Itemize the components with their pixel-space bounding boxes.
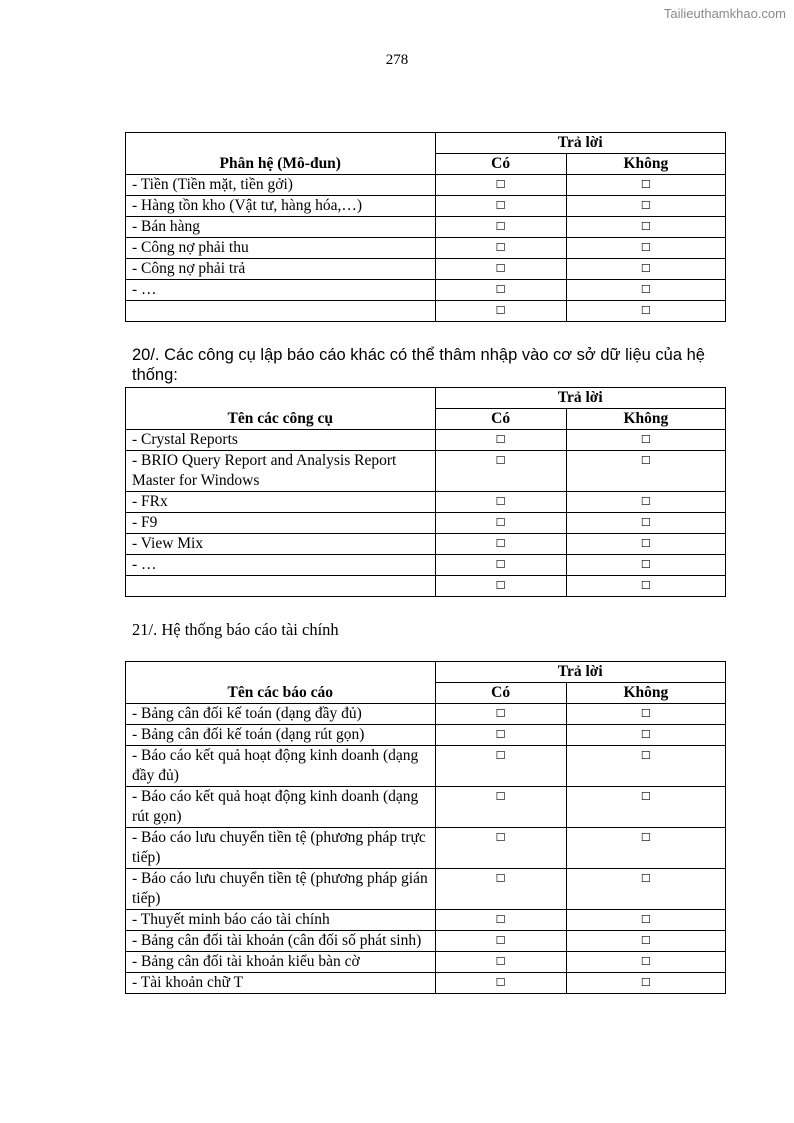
report-no-checkbox[interactable]: ☐: [566, 828, 725, 869]
tool-row-label: - FRx: [126, 492, 436, 513]
modules-header-yes: Có: [435, 154, 566, 175]
section-21-heading: 21/. Hệ thống báo cáo tài chính: [132, 620, 339, 639]
report-yes-checkbox[interactable]: ☐: [435, 973, 566, 994]
reports-header-no: Không: [566, 683, 725, 704]
tools-header-answer: Trả lời: [435, 388, 726, 409]
report-row-label: - Bảng cân đối kế toán (dạng rút gọn): [126, 725, 436, 746]
tool-no-checkbox[interactable]: ☐: [566, 555, 725, 576]
module-no-checkbox[interactable]: ☐: [566, 196, 725, 217]
report-row: [126, 869, 726, 910]
tool-row-label: - F9: [126, 513, 436, 534]
report-row-label: - Báo cáo lưu chuyển tiền tệ (phương pháp trực tiếp): [126, 828, 436, 869]
tool-yes-checkbox[interactable]: ☐: [435, 576, 566, 597]
module-yes-checkbox[interactable]: ☐: [435, 175, 566, 196]
reports-header-name: Tên các báo cáo: [126, 662, 436, 704]
module-yes-checkbox[interactable]: ☐: [435, 217, 566, 238]
report-row: [126, 828, 726, 869]
report-row: [126, 910, 726, 931]
reports-header-answer: Trả lời: [435, 662, 726, 683]
module-yes-checkbox[interactable]: ☐: [435, 238, 566, 259]
tool-no-checkbox[interactable]: ☐: [566, 492, 725, 513]
modules-header-name: Phân hệ (Mô-đun): [126, 133, 436, 175]
report-row: [126, 746, 726, 787]
tool-no-checkbox[interactable]: ☐: [566, 430, 725, 451]
module-row-label: - Công nợ phải thu: [126, 238, 436, 259]
tool-row: [126, 513, 726, 534]
report-row-label: - Bảng cân đối tài khoản (cân đối số phát sinh): [126, 931, 436, 952]
report-row-label: - Tài khoản chữ T: [126, 973, 436, 994]
module-row-label: - Công nợ phải trả: [126, 259, 436, 280]
module-row: [126, 280, 726, 301]
tool-no-checkbox[interactable]: ☐: [566, 576, 725, 597]
module-row: [126, 259, 726, 280]
report-yes-checkbox[interactable]: ☐: [435, 869, 566, 910]
reports-header-yes: Có: [435, 683, 566, 704]
report-row: [126, 952, 726, 973]
report-no-checkbox[interactable]: ☐: [566, 869, 725, 910]
report-yes-checkbox[interactable]: ☐: [435, 704, 566, 725]
report-row-label: - Bảng cân đối tài khoản kiểu bàn cờ: [126, 952, 436, 973]
module-row: [126, 175, 726, 196]
module-no-checkbox[interactable]: ☐: [566, 280, 725, 301]
tool-row: [126, 576, 726, 597]
report-no-checkbox[interactable]: ☐: [566, 704, 725, 725]
modules-header-no: Không: [566, 154, 725, 175]
report-yes-checkbox[interactable]: ☐: [435, 931, 566, 952]
module-row: [126, 196, 726, 217]
tool-yes-checkbox[interactable]: ☐: [435, 555, 566, 576]
modules-table: [125, 132, 726, 322]
module-no-checkbox[interactable]: ☐: [566, 238, 725, 259]
tool-row: [126, 492, 726, 513]
module-row-label: - Bán hàng: [126, 217, 436, 238]
module-yes-checkbox[interactable]: ☐: [435, 301, 566, 322]
section-20-heading-line2: thống:: [132, 366, 178, 384]
report-row-label: - Báo cáo kết quả hoạt động kinh doanh (dạng rút gọn): [126, 787, 436, 828]
report-row: [126, 973, 726, 994]
modules-header-answer: Trả lời: [435, 133, 726, 154]
tools-header-yes: Có: [435, 409, 566, 430]
section-20-heading-line1: 20/. Các công cụ lập báo cáo khác có thể thâm nhập vào cơ sở dữ liệu của hệ: [132, 346, 705, 364]
tool-row: [126, 555, 726, 576]
report-row: [126, 931, 726, 952]
tool-no-checkbox[interactable]: ☐: [566, 534, 725, 555]
report-yes-checkbox[interactable]: ☐: [435, 746, 566, 787]
tool-row-label: - BRIO Query Report and Analysis Report Master for Windows: [126, 451, 436, 492]
tool-yes-checkbox[interactable]: ☐: [435, 451, 566, 492]
tool-row-label: - Crystal Reports: [126, 430, 436, 451]
section-20-heading: [132, 345, 705, 385]
report-row-label: - Bảng cân đối kế toán (dạng đầy đủ): [126, 704, 436, 725]
tool-row: [126, 430, 726, 451]
module-row-label: - Tiền (Tiền mặt, tiền gởi): [126, 175, 436, 196]
tool-row-label: [126, 576, 436, 597]
report-row-label: - Thuyết minh báo cáo tài chính: [126, 910, 436, 931]
page-number: 278: [385, 52, 409, 68]
report-no-checkbox[interactable]: ☐: [566, 931, 725, 952]
tool-row: [126, 451, 726, 492]
tool-yes-checkbox[interactable]: ☐: [435, 534, 566, 555]
report-no-checkbox[interactable]: ☐: [566, 787, 725, 828]
module-no-checkbox[interactable]: ☐: [566, 175, 725, 196]
module-row: [126, 217, 726, 238]
tool-row: [126, 534, 726, 555]
report-yes-checkbox[interactable]: ☐: [435, 787, 566, 828]
report-no-checkbox[interactable]: ☐: [566, 746, 725, 787]
tools-header-no: Không: [566, 409, 725, 430]
module-no-checkbox[interactable]: ☐: [566, 217, 725, 238]
report-no-checkbox[interactable]: ☐: [566, 973, 725, 994]
module-row-label: [126, 301, 436, 322]
watermark: Tailieuthamkhao.com: [663, 6, 786, 21]
report-yes-checkbox[interactable]: ☐: [435, 725, 566, 746]
report-no-checkbox[interactable]: ☐: [566, 910, 725, 931]
report-yes-checkbox[interactable]: ☐: [435, 910, 566, 931]
module-row: [126, 301, 726, 322]
tools-header-name: Tên các công cụ: [126, 388, 436, 430]
module-no-checkbox[interactable]: ☐: [566, 259, 725, 280]
reports-table: [125, 661, 726, 994]
report-row: [126, 704, 726, 725]
tool-row-label: - View Mix: [126, 534, 436, 555]
report-yes-checkbox[interactable]: ☐: [435, 828, 566, 869]
tools-table: [125, 387, 726, 597]
report-row: [126, 787, 726, 828]
module-yes-checkbox[interactable]: ☐: [435, 280, 566, 301]
report-no-checkbox[interactable]: ☐: [566, 725, 725, 746]
tool-no-checkbox[interactable]: ☐: [566, 451, 725, 492]
tool-yes-checkbox[interactable]: ☐: [435, 513, 566, 534]
module-no-checkbox[interactable]: ☐: [566, 301, 725, 322]
module-row: [126, 238, 726, 259]
module-yes-checkbox[interactable]: ☐: [435, 196, 566, 217]
tool-row-label: - …: [126, 555, 436, 576]
tool-yes-checkbox[interactable]: ☐: [435, 430, 566, 451]
report-row: [126, 725, 726, 746]
module-yes-checkbox[interactable]: ☐: [435, 259, 566, 280]
module-row-label: - Hàng tồn kho (Vật tư, hàng hóa,…): [126, 196, 436, 217]
module-row-label: - …: [126, 280, 436, 301]
report-yes-checkbox[interactable]: ☐: [435, 952, 566, 973]
report-row-label: - Báo cáo lưu chuyển tiền tệ (phương pháp gián tiếp): [126, 869, 436, 910]
tool-yes-checkbox[interactable]: ☐: [435, 492, 566, 513]
report-no-checkbox[interactable]: ☐: [566, 952, 725, 973]
tool-no-checkbox[interactable]: ☐: [566, 513, 725, 534]
report-row-label: - Báo cáo kết quả hoạt động kinh doanh (dạng đầy đủ): [126, 746, 436, 787]
